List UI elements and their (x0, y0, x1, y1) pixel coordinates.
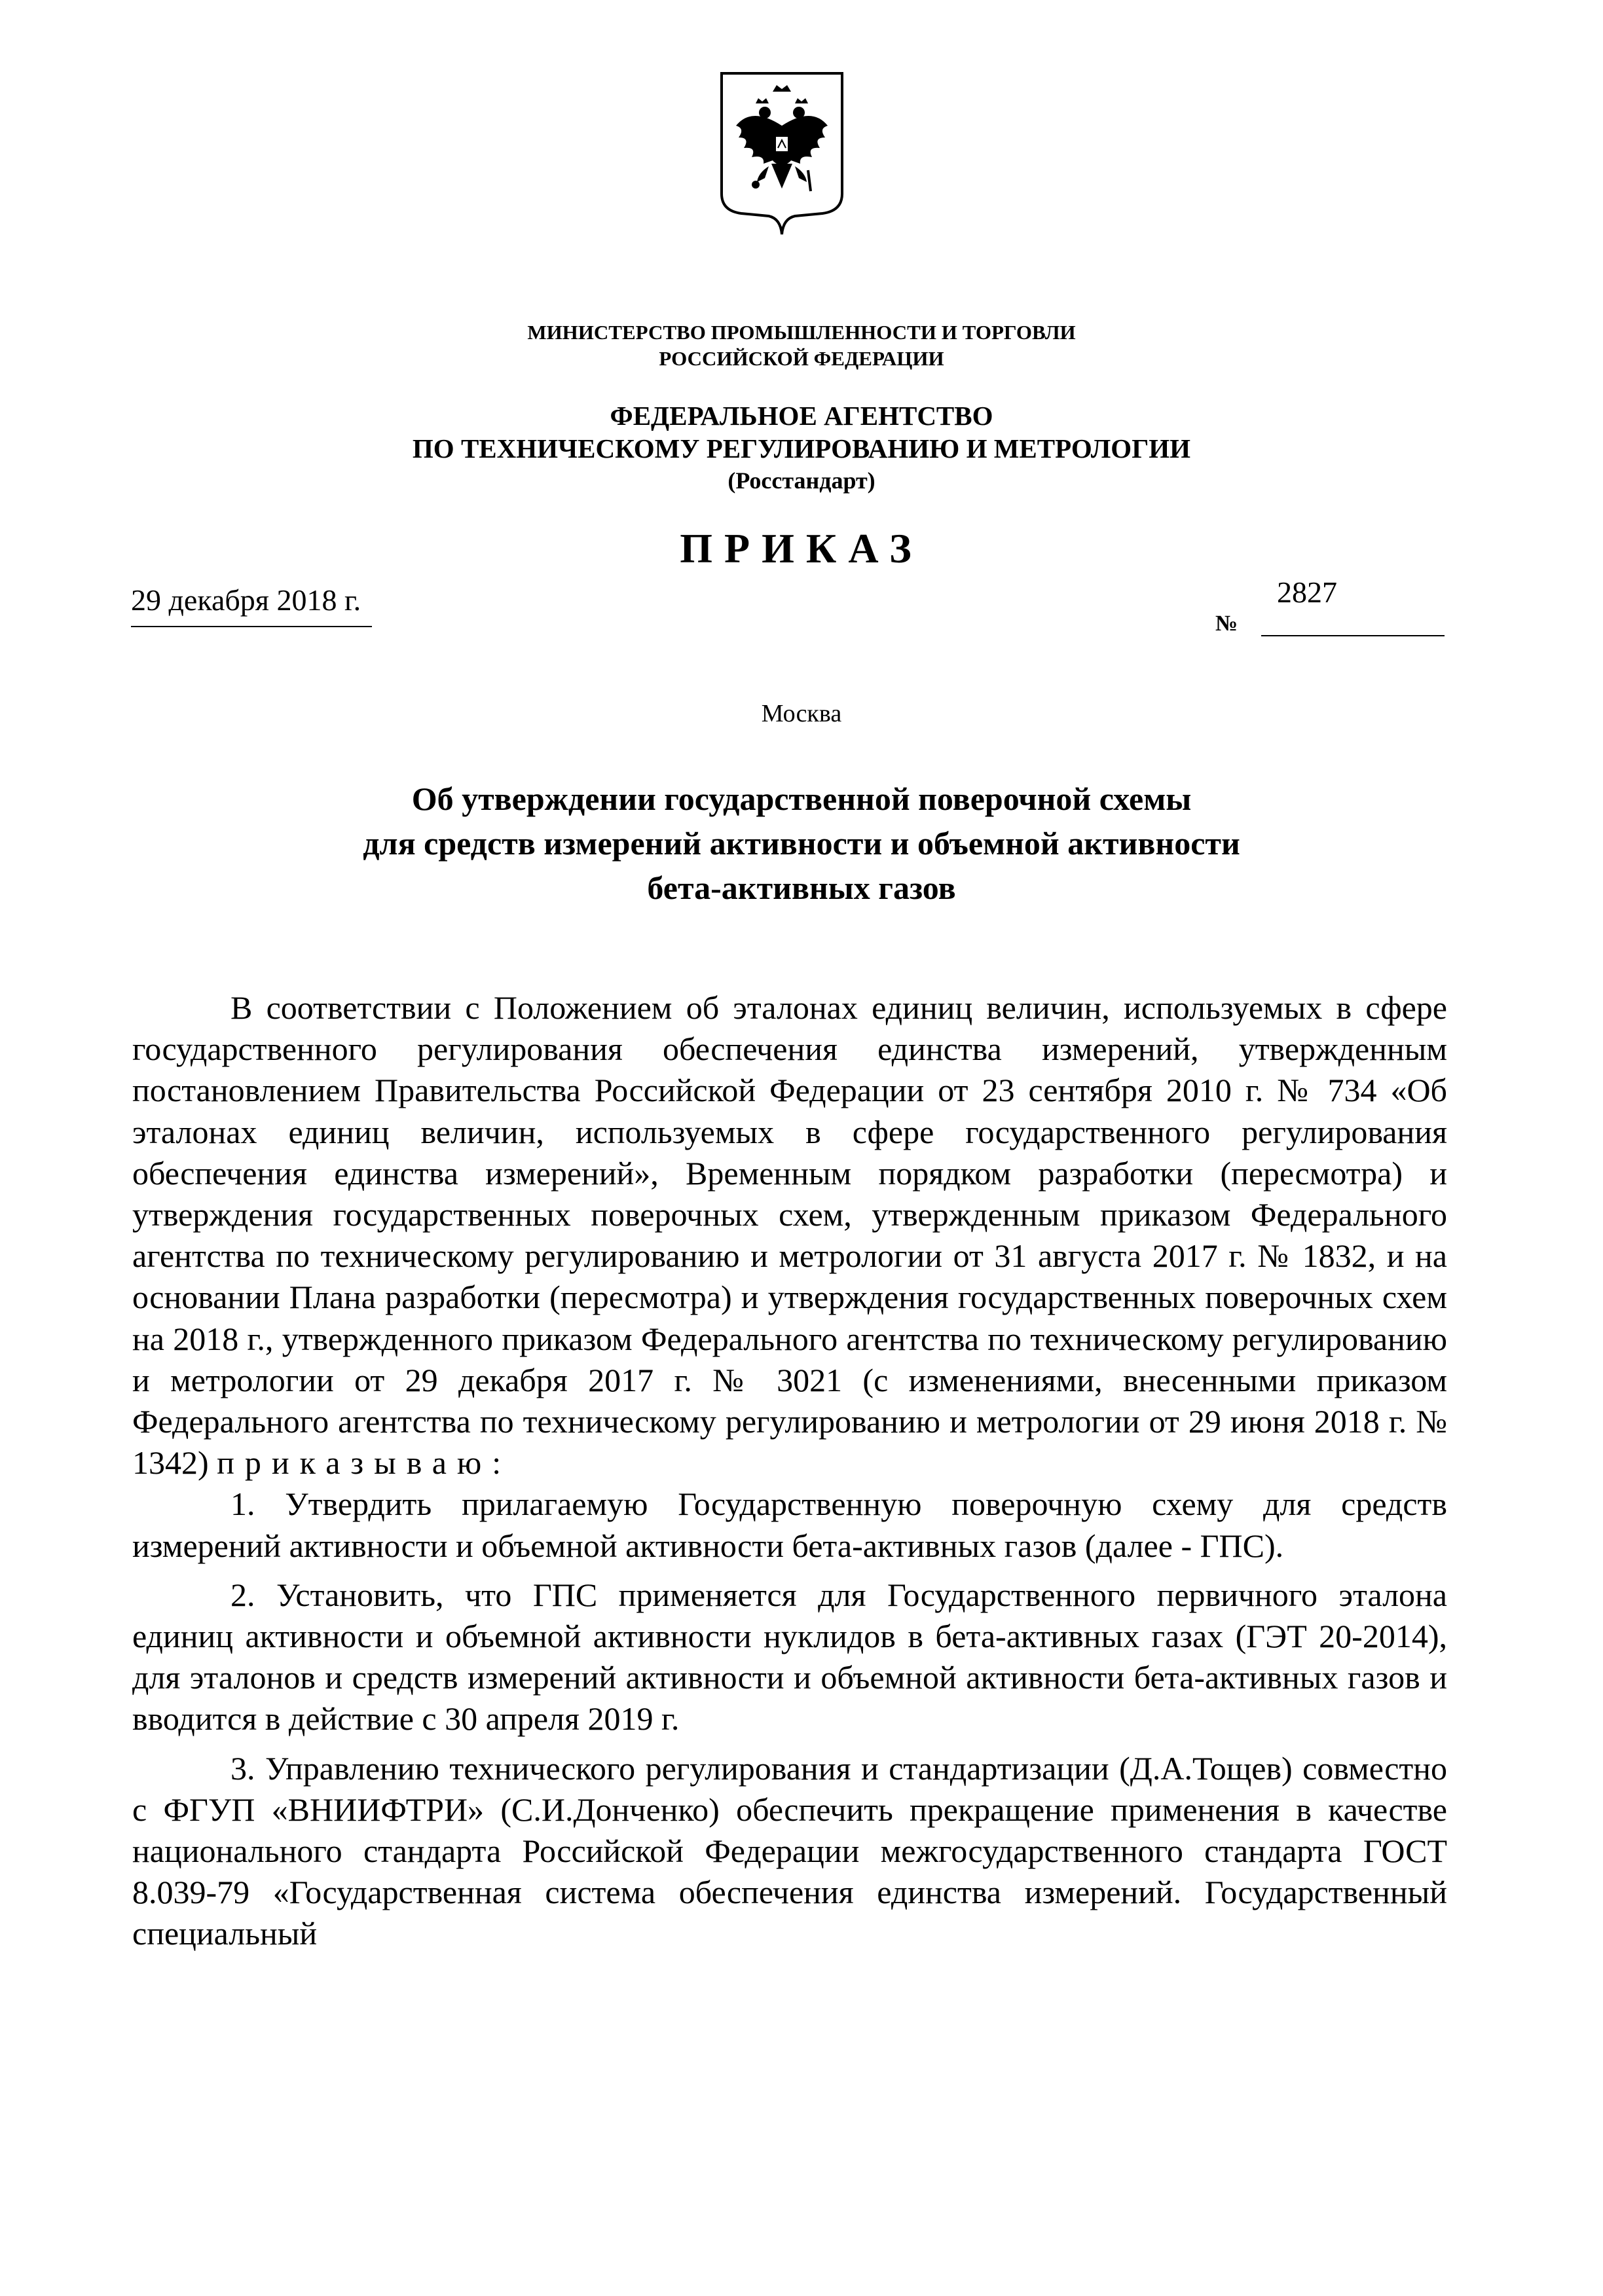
order-number: 2827 (1277, 575, 1337, 609)
ministry-name (0, 319, 1603, 372)
subject-line-2: для средств измерений активности и объемной активности (363, 825, 1240, 862)
order-number-label: № (1215, 611, 1238, 636)
coat-of-arms-emblem (712, 65, 851, 237)
order-title: ПРИКАЗ (680, 525, 923, 572)
order-body (132, 987, 1447, 1955)
order-item-3: 3. Управлению технического регулирования и стандартизации (Д.А.Тощев) совместно с ФГУП «ВНИИФТРИ» (С.И.Донченко) обеспечить прекращение применения в качестве национального стандарта Российской Федерации межгосударственного стандарта ГОСТ 8.039-79 «Государственная система обеспечения единства измерений. Государственный специальный (132, 1749, 1447, 1952)
order-subject (0, 776, 1603, 910)
city: Москва (761, 700, 842, 727)
ministry-line-1: МИНИСТЕРСТВО ПРОМЫШЛЕННОСТИ И ТОРГОВЛИ (527, 321, 1076, 344)
agency-short-name: (Росстандарт) (728, 467, 875, 494)
order-item-1: 1. Утвердить прилагаемую Государственную поверочную схему для средств измерений активности и объемной активности бета-активных газов (далее - ГПС). (132, 1485, 1447, 1564)
preamble-paragraph (132, 987, 1447, 1484)
subject-line-3: бета-активных газов (647, 869, 956, 906)
preamble-text: В соответствии с Положением об эталонах единиц величин, используемых в сфере государственного регулирования обеспечения единства измерений, утвержденным постановлением Правительства Российской Федерации от 23 сентября 2010 г. № 734 «Об эталонах единиц величин, используемых в сфере государственного регулирования обеспечения единства измерений», Временным порядком разработки (пересмотра) и утверждения государственных поверочных схем, утвержденным приказом Федерального агентства по техническому регулированию и метрологии от 31 августа 2017 г. № 1832, и на основании Плана разработки (пересмотра) и утверждения государственных поверочных схем на 2018 г., утвержденного приказом Федерального агентства по техническому регулированию и метрологии от 29 декабря 2017 г. № 3021 (с изменениями, внесенными приказом Федерального агентства по техническому регулированию и метрологии от 29 июня 2018 г. № 1342) (132, 989, 1447, 1482)
date-underline (131, 626, 372, 627)
subject-line-1: Об утверждении государственной поверочной схемы (411, 780, 1192, 817)
agency-line-2: ПО ТЕХНИЧЕСКОМУ РЕГУЛИРОВАНИЮ И МЕТРОЛОГИИ (412, 433, 1191, 464)
agency-name (0, 399, 1603, 465)
agency-line-1: ФЕДЕРАЛЬНОЕ АГЕНТСТВО (610, 401, 993, 431)
order-item-2: 2. Установить, что ГПС применяется для Государственного первичного эталона единиц активности и объемной активности нуклидов в бета-активных газах (ГЭТ 20-2014), для эталонов и средств измерений активности и объемной активности бета-активных газов и вводится в действие с 30 апреля 2019 г. (132, 1576, 1447, 1738)
order-date: 29 декабря 2018 г. (131, 583, 361, 617)
ministry-line-2: РОССИЙСКОЙ ФЕДЕРАЦИИ (659, 347, 944, 370)
order-word: приказываю: (217, 1444, 512, 1482)
number-underline (1261, 635, 1445, 636)
